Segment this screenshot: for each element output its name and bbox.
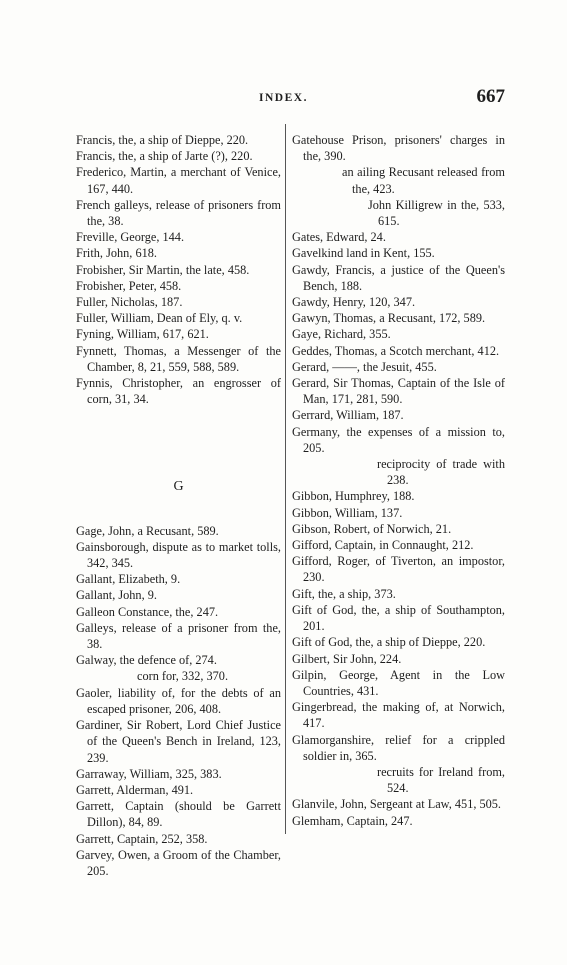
index-entry: Glemham, Captain, 247. <box>292 813 413 828</box>
index-entry: Gage, John, a Recusant, 589. <box>76 523 219 538</box>
index-entry: Gerard, Sir Thomas, Captain of the Isle of Man, 171, 281, 590. <box>292 376 505 407</box>
index-entry: Gerrard, William, 187. <box>292 408 404 423</box>
index-entry: Garrett, Captain (should be Garrett Dillon), 84, 89. <box>76 799 281 830</box>
index-entry: Gilbert, Sir John, 224. <box>292 651 402 666</box>
index-entry: Gallant, John, 9. <box>76 588 157 603</box>
index-entry: Glamorganshire, relief for a crippled soldier in, 365. <box>292 732 505 763</box>
index-entry: Francis, the, a ship of Jarte (?), 220. <box>76 149 253 164</box>
index-entry: Gibbon, Humphrey, 188. <box>292 489 415 504</box>
index-entry: Gilpin, George, Agent in the Low Countries, 431. <box>292 667 505 698</box>
index-entry: Gallant, Elizabeth, 9. <box>76 572 181 587</box>
index-entry: Germany, the expenses of a mission to, 205. <box>292 424 505 455</box>
index-entry: Garraway, William, 325, 383. <box>76 766 222 781</box>
index-entry: Freville, George, 144. <box>76 230 185 245</box>
index-entry: Gift of God, the, a ship of Southampton, 201. <box>292 602 505 634</box>
page-header <box>0 86 567 116</box>
index-entry: Gawyn, Thomas, a Recusant, 172, 589. <box>292 311 486 326</box>
index-subentry: recruits for Ireland from, 524. <box>377 764 505 796</box>
index-entry: Galleon Constance, the, 247. <box>76 604 219 619</box>
index-subentry: corn for, 332, 370. <box>137 669 229 684</box>
index-entry: Gifford, Captain, in Connaught, 212. <box>292 538 474 553</box>
index-entry: Francis, the, a ship of Dieppe, 220. <box>76 133 249 147</box>
index-entry: Gawdy, Henry, 120, 347. <box>292 295 416 310</box>
index-entry: Gerard, ——, the Jesuit, 455. <box>292 359 437 374</box>
index-entry: Frobisher, Sir Martin, the late, 458. <box>76 262 250 277</box>
index-entry: Gatehouse Prison, prisoners' charges in the, 390. <box>292 133 505 164</box>
index-subentry: an ailing Recusant released from the, 423. <box>342 165 505 196</box>
index-entry: Gates, Edward, 24. <box>292 230 386 245</box>
index-entry: Frobisher, Peter, 458. <box>76 278 182 293</box>
index-entry: Gifford, Roger, of Tiverton, an impostor, 230. <box>292 554 505 585</box>
index-entry: Fynnett, Thomas, a Messenger of the Chamber, 8, 21, 559, 588, 589. <box>76 343 281 374</box>
index-entry: Glanvile, John, Sergeant at Law, 451, 505. <box>292 797 502 812</box>
left-column <box>76 132 281 879</box>
index-entry: Garrett, Alderman, 491. <box>76 782 194 797</box>
index-entry: Garvey, Owen, a Groom of the Chamber, 205. <box>76 847 281 878</box>
index-entry: Gardiner, Sir Robert, Lord Chief Justice of the Queen's Bench in Ireland, 123, 239. <box>76 718 281 765</box>
index-entry: Gavelkind land in Kent, 155. <box>292 246 435 261</box>
index-entry: Fyning, William, 617, 621. <box>76 327 209 342</box>
index-entry: Gaye, Richard, 355. <box>292 327 391 342</box>
index-entry: Frederico, Martin, a merchant of Venice, 167, 440. <box>76 165 281 196</box>
section-letter: G <box>173 479 184 495</box>
index-entry: French galleys, release of prisoners from the, 38. <box>76 197 281 229</box>
index-entry: Galway, the defence of, 274. <box>76 653 217 668</box>
index-entry: Gift, the, a ship, 373. <box>292 586 396 601</box>
index-entry: Geddes, Thomas, a Scotch merchant, 412. <box>292 343 500 358</box>
index-entry: Gawdy, Francis, a justice of the Queen's Bench, 188. <box>292 262 505 293</box>
column-divider <box>285 124 286 834</box>
index-entry: Gainsborough, dispute as to market tolls, 342, 345. <box>76 539 281 571</box>
page-number: 667 <box>476 86 505 107</box>
index-entry: Garrett, Captain, 252, 358. <box>76 831 208 846</box>
index-entry: Fuller, William, Dean of Ely, q. v. <box>76 311 243 326</box>
index-entry: Frith, John, 618. <box>76 246 157 261</box>
index-subentry: reciprocity of trade with 238. <box>377 457 505 488</box>
index-entry: Fuller, Nicholas, 187. <box>76 295 183 310</box>
right-column <box>292 132 505 829</box>
index-entry: Gibson, Robert, of Norwich, 21. <box>292 521 452 536</box>
index-entry: Fynnis, Christopher, an engrosser of corn, 31, 34. <box>76 376 281 407</box>
index-entry: Galleys, release of a prisoner from the, 38. <box>76 620 281 652</box>
running-head: INDEX. <box>259 92 308 104</box>
index-entry: Gaoler, liability of, for the debts of an escaped prisoner, 206, 408. <box>76 685 281 716</box>
index-entry: Gibbon, William, 137. <box>292 505 403 520</box>
index-entry: Gift of God, the, a ship of Dieppe, 220. <box>292 635 486 650</box>
index-entry: Gingerbread, the making of, at Norwich, 417. <box>292 700 505 731</box>
index-subentry: John Killigrew in the, 533, 615. <box>368 197 505 229</box>
